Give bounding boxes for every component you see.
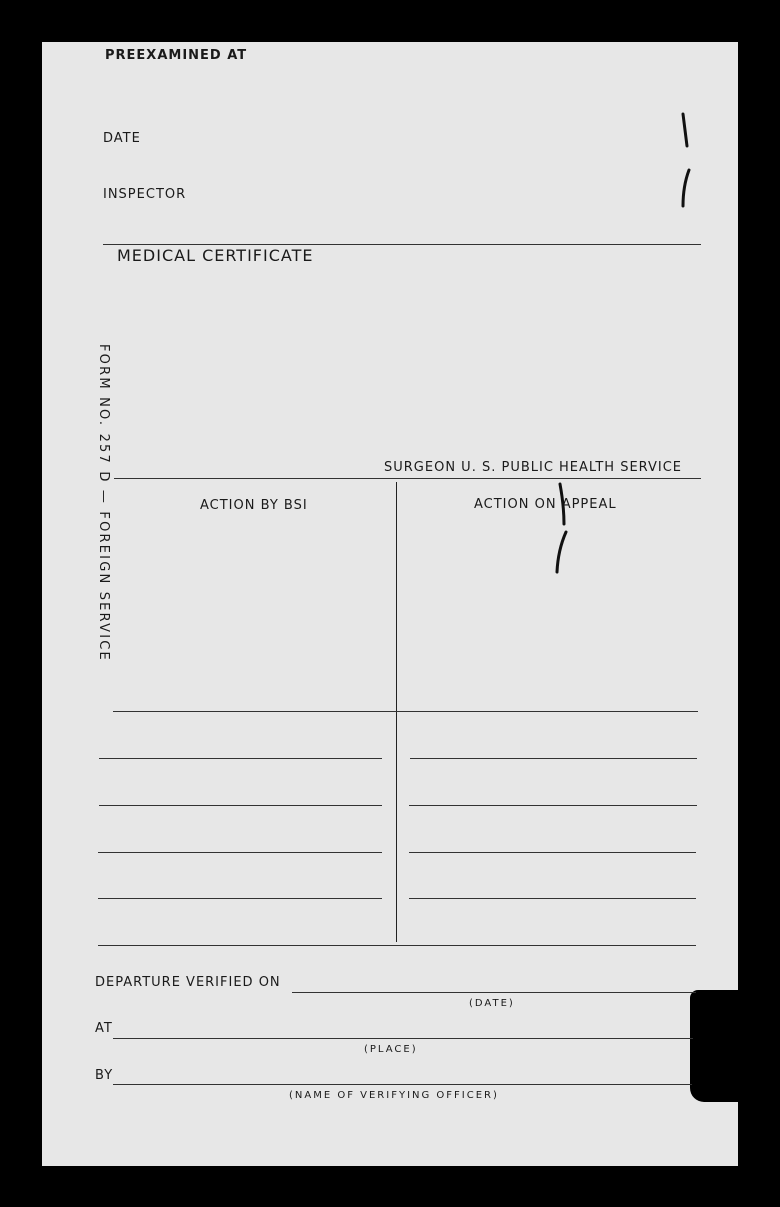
preexamined-at-label: PREEXAMINED AT [105,48,248,63]
at-label: AT [95,1021,113,1036]
column-rule [113,711,698,712]
action-by-bsi-label: ACTION BY BSI [200,498,308,513]
torn-edge [690,990,738,1102]
surgeon-divider [114,478,701,479]
certificate-card [42,42,738,1166]
right-rule [410,758,697,759]
departure-date-line [292,992,696,993]
surgeon-label: SURGEON U. S. PUBLIC HEALTH SERVICE [384,460,683,475]
pen-marks [675,108,695,216]
left-rule [99,758,382,759]
right-rule [409,805,697,806]
by-label: BY [95,1068,114,1083]
inspector-label: INSPECTOR [103,187,187,202]
column-divider [396,482,397,942]
departure-verified-label: DEPARTURE VERIFIED ON [95,975,281,990]
date-caption: (DATE) [469,998,515,1009]
left-rule [99,805,382,806]
certificate-title: MEDICAL CERTIFICATE [117,246,314,265]
officer-line [113,1084,692,1085]
header-divider [103,244,701,245]
pen-marks [550,480,574,580]
action-on-appeal-label: ACTION ON APPEAL [474,497,617,512]
officer-caption: (NAME OF VERIFYING OFFICER) [289,1090,499,1101]
form-number-vertical: FORM NO. 257 D — FOREIGN SERVICE [96,344,111,662]
place-line [113,1038,693,1039]
place-caption: (PLACE) [364,1044,418,1055]
date-label: DATE [103,131,141,146]
left-rule [98,852,382,853]
columns-bottom-rule [98,945,696,946]
right-rule [409,852,696,853]
right-rule [409,898,696,899]
left-rule [98,898,382,899]
